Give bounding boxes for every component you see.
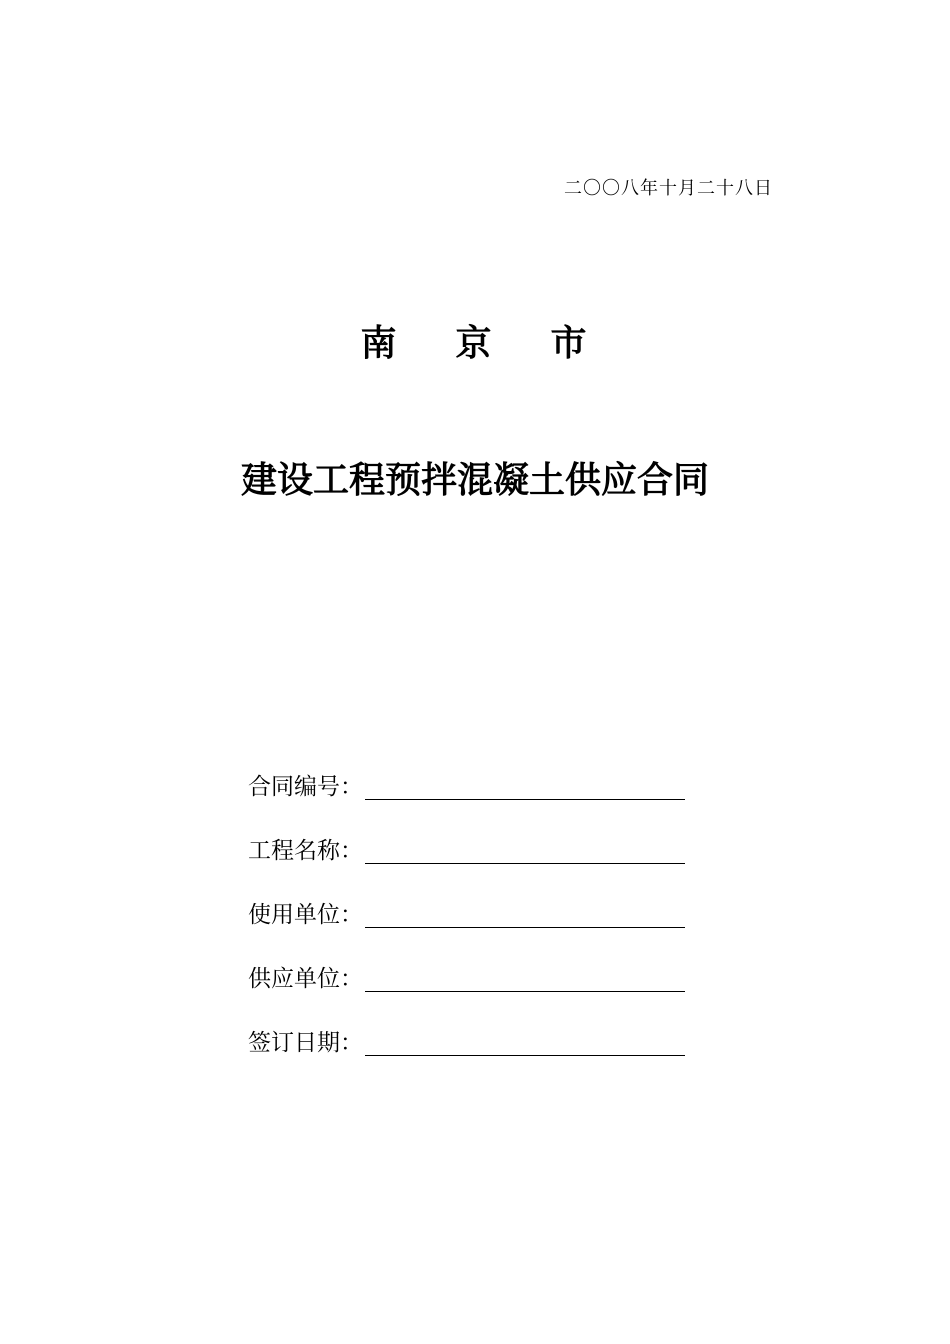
city-heading (0, 315, 950, 366)
document-date: 二〇〇八年十月二十八日 (564, 178, 773, 199)
field-supplier-unit (248, 934, 708, 998)
field-label: 工程名称： (248, 838, 363, 864)
field-contract-number (248, 742, 708, 806)
supplier-unit-blank (365, 963, 685, 992)
signing-date-blank (365, 1027, 685, 1056)
city-char: 市 (550, 323, 590, 364)
project-name-blank (365, 835, 685, 864)
contract-info-fields (248, 742, 708, 1062)
contract-title: 建设工程预拌混凝土供应合同 (240, 460, 709, 501)
field-user-unit (248, 870, 708, 934)
field-label: 使用单位： (248, 902, 363, 928)
field-project-name (248, 806, 708, 870)
field-signing-date (248, 998, 708, 1062)
field-label: 签订日期： (248, 1030, 363, 1056)
city-char: 南 (360, 323, 400, 364)
user-unit-blank (365, 899, 685, 928)
contract-number-blank (365, 771, 685, 800)
city-char: 京 (455, 323, 495, 364)
field-label: 合同编号： (248, 774, 363, 800)
field-label: 供应单位： (248, 966, 363, 992)
